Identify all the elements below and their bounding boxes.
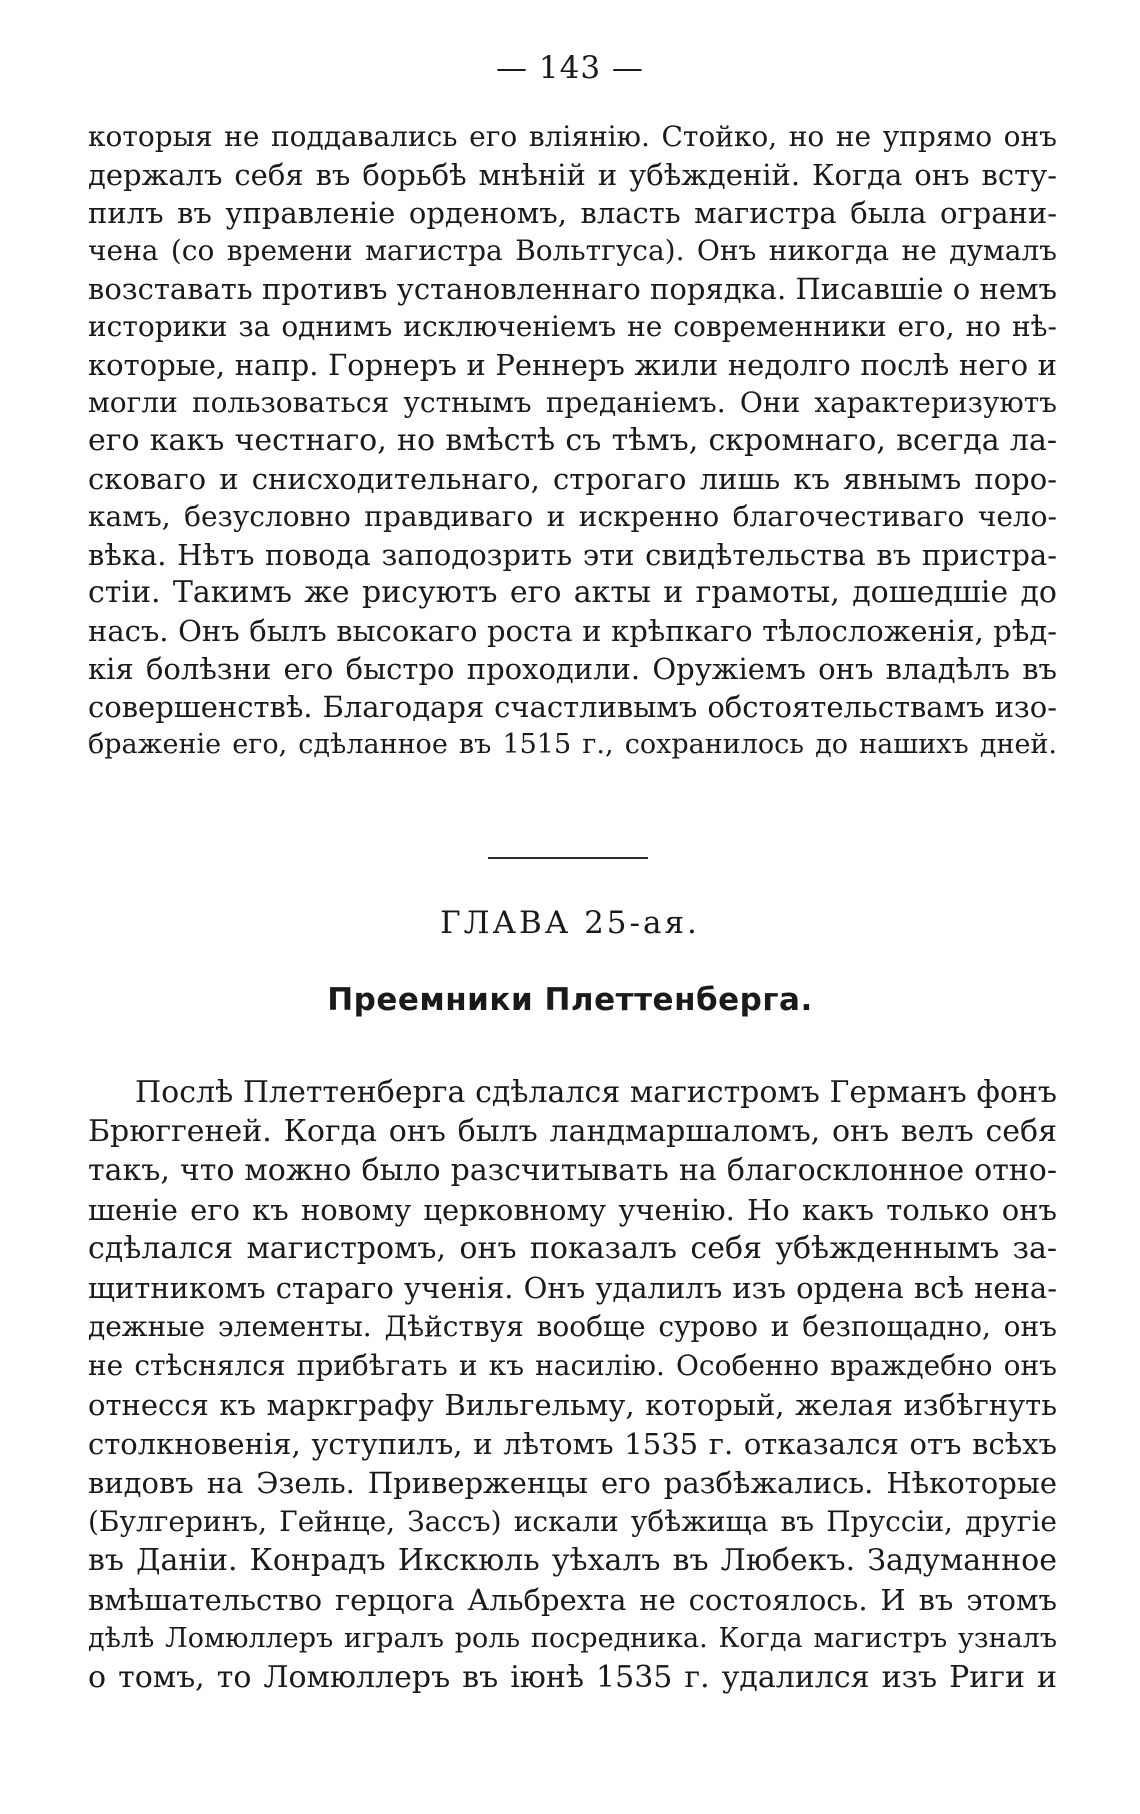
text-line: вѣка. Нѣтъ повода заподозрить эти свидѣтельства въ пристра-: [88, 538, 1057, 572]
text-line: могли пользоваться устнымъ преданіемъ. Они характеризуютъ: [88, 386, 1057, 419]
text-line: щитникомъ стараго ученія. Онъ удалилъ изъ ордена всѣ нена-: [88, 1271, 1057, 1305]
text-line: браженіе его, сдѣланное въ 1515 г., сохранилось до нашихъ дней.: [88, 729, 1057, 760]
text-line: сковаго и снисходительнаго, строгаго лишь къ явнымъ поро-: [88, 462, 1057, 496]
text-line: его какъ честнаго, но вмѣстѣ съ тѣмъ, скромнаго, всегда ла-: [88, 423, 1057, 458]
text-line: возставать противъ установленнаго порядка. Писавшіе о немъ: [88, 272, 1057, 306]
text-line: о томъ, то Ломюллеръ въ іюнѣ 1535 г. удалился изъ Риги и: [88, 1660, 1057, 1695]
text-line: насъ. Онъ былъ высокаго роста и крѣпкаго тѣлосложенія, рѣд-: [88, 614, 1057, 648]
text-line: которые, напр. Горнеръ и Реннеръ жили недолго послѣ него и: [88, 348, 1057, 382]
text-line: чена (со времени магистра Вольтгуса). Онъ никогда не думалъ: [88, 234, 1057, 267]
text-line: пилъ въ управленіе орденомъ, власть магистра была ограни-: [88, 196, 1057, 230]
text-line: вмѣшательство герцога Альбрехта не состоялось. И въ этомъ: [88, 1583, 1057, 1617]
text-line: шеніе его къ новому церковному ученію. Но какъ только онъ: [88, 1193, 1057, 1227]
text-line: (Булгеринъ, Гейнце, Зассъ) искали убѣжища въ Пруссіи, другіе: [88, 1505, 1057, 1538]
text-line: Брюггеней. Когда онъ былъ ландмаршаломъ, онъ велъ себя: [88, 1114, 1057, 1149]
text-line: въ Даніи. Конрадъ Икскюль уѣхалъ въ Любекъ. Задуманное: [88, 1543, 1057, 1578]
text-line: столкновенія, уступилъ, и лѣтомъ 1535 г. отказался отъ всѣхъ: [88, 1427, 1057, 1461]
text-line: кія болѣзни его быстро проходили. Оружіемъ онъ владѣлъ въ: [88, 652, 1057, 686]
text-line: видовъ на Эзель. Приверженцы его разбѣжались. Нѣкоторые: [88, 1466, 1057, 1500]
text-line: стіи. Такимъ же рисуютъ его акты и грамоты, дошедшіе до: [88, 575, 1057, 610]
text-line: Послѣ Плеттенберга сдѣлался магистромъ Германъ фонъ: [135, 1075, 1057, 1110]
chapter-title: ГЛАВА 25-ая.: [440, 905, 700, 941]
text-line: историки за однимъ исключеніемъ не современники его, но нѣ-: [88, 310, 1057, 343]
page-number: — 143 —: [496, 50, 644, 86]
text-line: сдѣлался магистромъ, онъ показалъ себя убѣжденнымъ за-: [88, 1231, 1057, 1266]
text-line: дѣлѣ Ломюллеръ игралъ роль посредника. Когда магистръ узналъ: [88, 1623, 1057, 1654]
chapter-subtitle: Преемники Плеттенберга.: [327, 982, 813, 1018]
text-line: дежные элементы. Дѣйствуя вообще сурово и безпощадно, онъ: [88, 1310, 1057, 1343]
text-line: не стѣснялся прибѣгать и къ насилію. Особенно враждебно онъ: [88, 1349, 1057, 1382]
text-line: которыя не поддавались его вліянію. Стойко, но не упрямо онъ: [88, 120, 1057, 153]
text-line: камъ, безусловно правдиваго и искренно благочестиваго чело-: [88, 500, 1057, 533]
text-line: держалъ себя въ борьбѣ мнѣній и убѣжденій. Когда онъ всту-: [88, 158, 1057, 192]
text-line: такъ, что можно было разсчитывать на благосклонное отно-: [88, 1153, 1057, 1188]
text-line: отнесся къ маркграфу Вильгельму, который, желая избѣгнуть: [88, 1388, 1057, 1422]
section-divider: [488, 857, 648, 859]
text-line: совершенствѣ. Благодаря счастливымъ обстоятельствамъ изо-: [88, 690, 1057, 724]
